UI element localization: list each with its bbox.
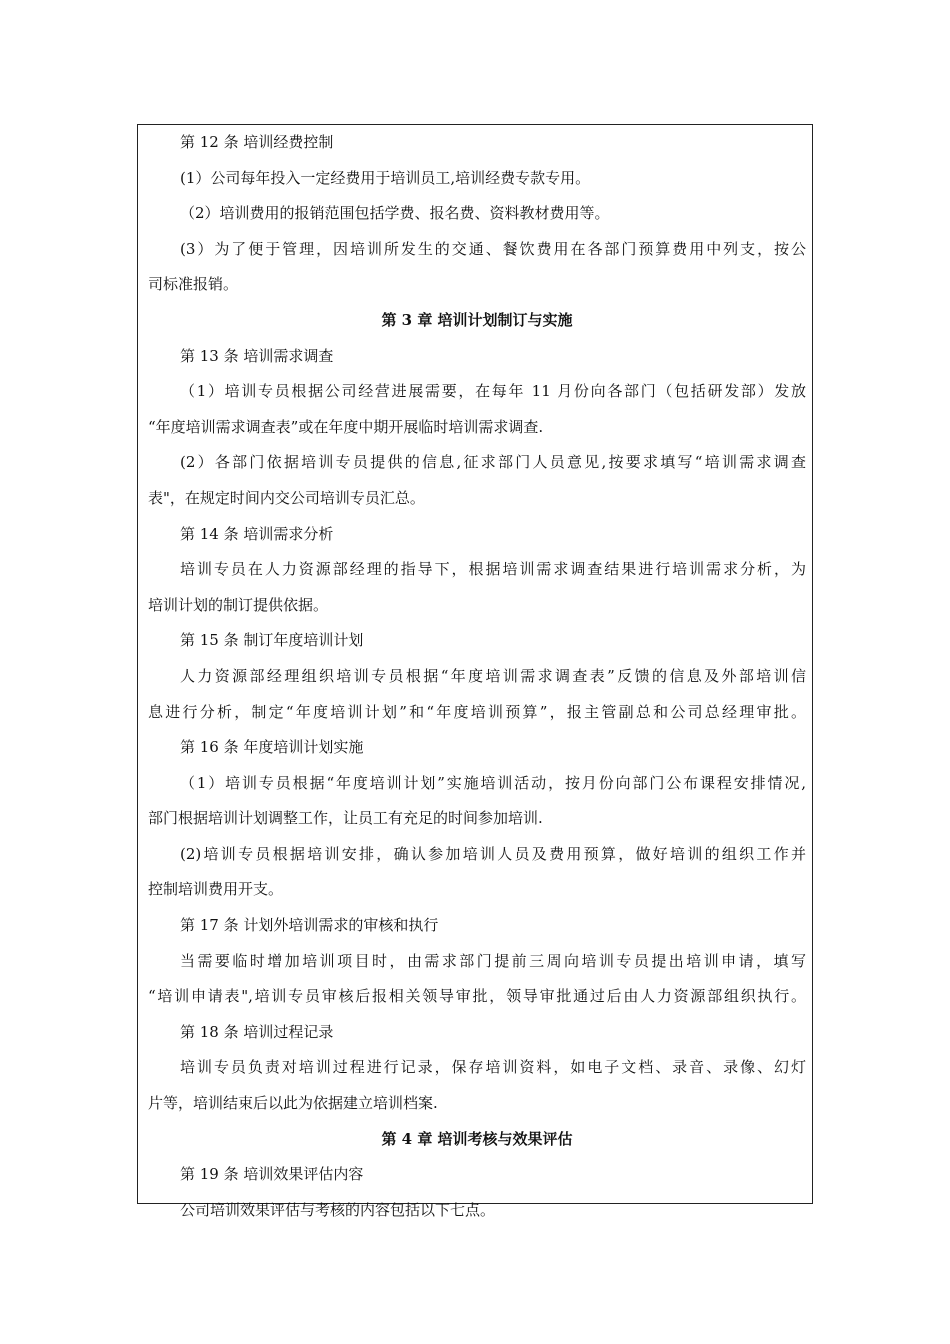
paragraph-line: 第 16 条 年度培训计划实施 xyxy=(180,738,364,757)
paragraph-line: (2)培训专员根据培训安排，确认参加培训人员及费用预算，做好培训的组织工作并 xyxy=(180,844,806,863)
paragraph-line: 培训专员在人力资源部经理的指导下，根据培训需求调查结果进行培训需求分析，为 xyxy=(180,560,806,579)
paragraph-line: 第 15 条 制订年度培训计划 xyxy=(180,631,364,650)
paragraph-line: （2）培训费用的报销范围包括学费、报名费、资料教材费用等。 xyxy=(180,204,610,223)
paragraph-line: 第 18 条 培训过程记录 xyxy=(180,1022,334,1041)
paragraph-line: 表"，在规定时间内交公司培训专员汇总。 xyxy=(148,488,425,507)
document-body xyxy=(148,125,806,1228)
paragraph-line: (3）为了便于管理，因培训所发生的交通、餐饮费用在各部门预算费用中列支，按公 xyxy=(180,239,806,258)
paragraph-line: 培训计划的制订提供依据。 xyxy=(148,595,329,614)
paragraph-line: “年度培训需求调查表”或在年度中期开展临时培训需求调查. xyxy=(148,417,544,436)
paragraph-line: (2）各部门依据培训专员提供的信息,征求部门人员意见,按要求填写“培训需求调查 xyxy=(180,453,806,472)
paragraph-line: （1）培训专员根据公司经营进展需要，在每年 11 月份向各部门（包括研发部）发放 xyxy=(180,382,806,401)
paragraph-line: 公司培训效果评估与考核的内容包括以下七点。 xyxy=(180,1200,496,1219)
paragraph-line: 片等，培训结束后以此为依据建立培训档案. xyxy=(148,1094,438,1113)
paragraph-line: 第 13 条 培训需求调查 xyxy=(180,346,334,365)
chapter-heading: 第 3 章 培训计划制订与实施 xyxy=(381,310,573,329)
paragraph-line: 第 14 条 培训需求分析 xyxy=(180,524,334,543)
paragraph-line: “培训申请表",培训专员审核后报相关领导审批，领导审批通过后由人力资源部组织执行。 xyxy=(148,987,806,1006)
paragraph-line: 第 17 条 计划外培训需求的审核和执行 xyxy=(180,916,439,935)
paragraph-line: 当需要临时增加培训项目时，由需求部门提前三周向培训专员提出培训申请，填写 xyxy=(180,951,806,970)
document-frame xyxy=(137,124,813,1219)
chapter-heading: 第 4 章 培训考核与效果评估 xyxy=(381,1129,573,1148)
paragraph-line: 第 19 条 培训效果评估内容 xyxy=(180,1165,364,1184)
paragraph-line: （1）培训专员根据“年度培训计划”实施培训活动，按月份向部门公布课程安排情况, xyxy=(180,773,806,792)
paragraph-line: 部门根据培训计划调整工作，让员工有充足的时间参加培训. xyxy=(148,809,543,828)
paragraph-line: 司标准报销。 xyxy=(148,275,239,294)
paragraph-line: 控制培训费用开支。 xyxy=(148,880,284,899)
paragraph-line: 人力资源部经理组织培训专员根据“年度培训需求调查表”反馈的信息及外部培训信 xyxy=(180,666,806,685)
paragraph-line: (1）公司每年投入一定经费用于培训员工,培训经费专款专用。 xyxy=(180,168,591,187)
paragraph-line: 息进行分析，制定“年度培训计划”和“年度培训预算”，报主管副总和公司总经理审批。 xyxy=(148,702,806,721)
paragraph-line: 第 12 条 培训经费控制 xyxy=(180,133,334,151)
paragraph-line: 培训专员负责对培训过程进行记录，保存培训资料，如电子文档、录音、录像、幻灯 xyxy=(180,1058,806,1077)
